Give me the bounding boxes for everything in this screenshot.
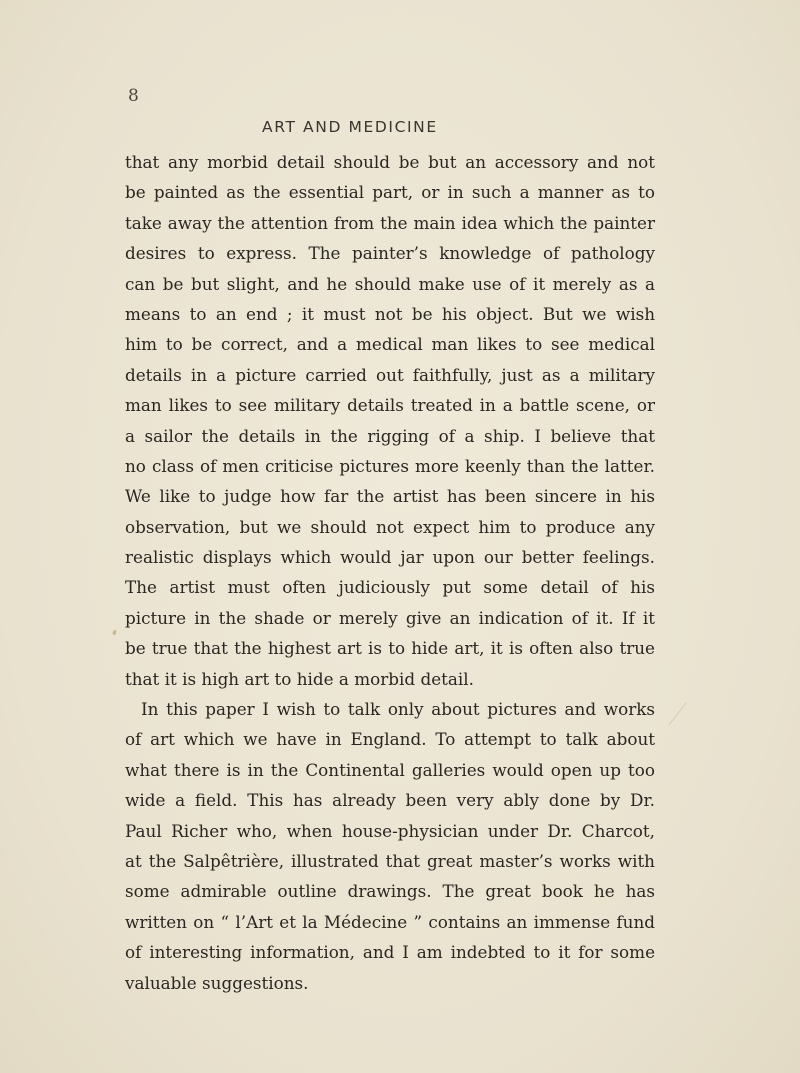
text-line: a sailor the details in the rigging of a ship. I believe that [125,425,655,446]
body-text [125,147,655,998]
text-line: be painted as the essential part, or in such a manner as to [125,182,655,203]
text-line: realistic displays which would jar upon our better feelings. [125,547,655,568]
text-line: at the Salpêtrière, illustrated that great master’s works with [125,850,655,871]
text-line: written on “ l’Art et la Médecine ” contains an immense fund [125,911,655,932]
text-line: that any morbid detail should be but an accessory and not [125,152,655,172]
text-line: no class of men criticise pictures more keenly than the latter. [125,455,655,476]
text-line: desires to express. The painter’s knowledge of pathology [125,243,655,264]
text-line: In this paper I wish to talk only about pictures and works [141,699,655,720]
text-line: Paul Richer who, when house-physician under Dr. Charcot, [125,820,655,841]
text-line: wide a field. This has already been very ably done by Dr. [125,790,655,811]
text-line: The artist must often judiciously put some detail of his [125,577,655,598]
paper-crease-mark [668,703,686,726]
text-line: some admirable outline drawings. The great book he has [125,881,655,902]
text-line: what there is in the Continental galleries would open up too [125,759,655,780]
text-line: valuable suggestions. [125,972,309,993]
text-line: of art which we have in England. To attempt to talk about [125,729,655,750]
text-line: means to an end ; it must not be his object. But we wish [125,303,655,324]
text-line: picture in the shade or merely give an indication of it. If it [125,607,655,628]
text-line: observation, but we should not expect him to produce any [125,516,655,537]
text-line: take away the attention from the main idea which the painter [125,212,655,233]
text-line: We like to judge how far the artist has been sincere in his [125,486,655,507]
text-line: be true that the highest art is to hide art, it is often also true [125,638,655,659]
page-number: 8 [128,86,139,106]
text-line: can be but slight, and he should make use of it merely as a [125,273,655,294]
text-line: of interesting information, and I am indebted to it for some [125,942,655,963]
running-title: ART AND MEDICINE [262,118,438,136]
text-line: details in a picture carried out faithfully, just as a military [125,364,655,385]
paper-speck [112,630,117,636]
text-line: man likes to see military details treated in a battle scene, or [125,395,655,416]
text-line: that it is high art to hide a morbid detail. [125,668,474,689]
text-line: him to be correct, and a medical man likes to see medical [125,334,655,355]
